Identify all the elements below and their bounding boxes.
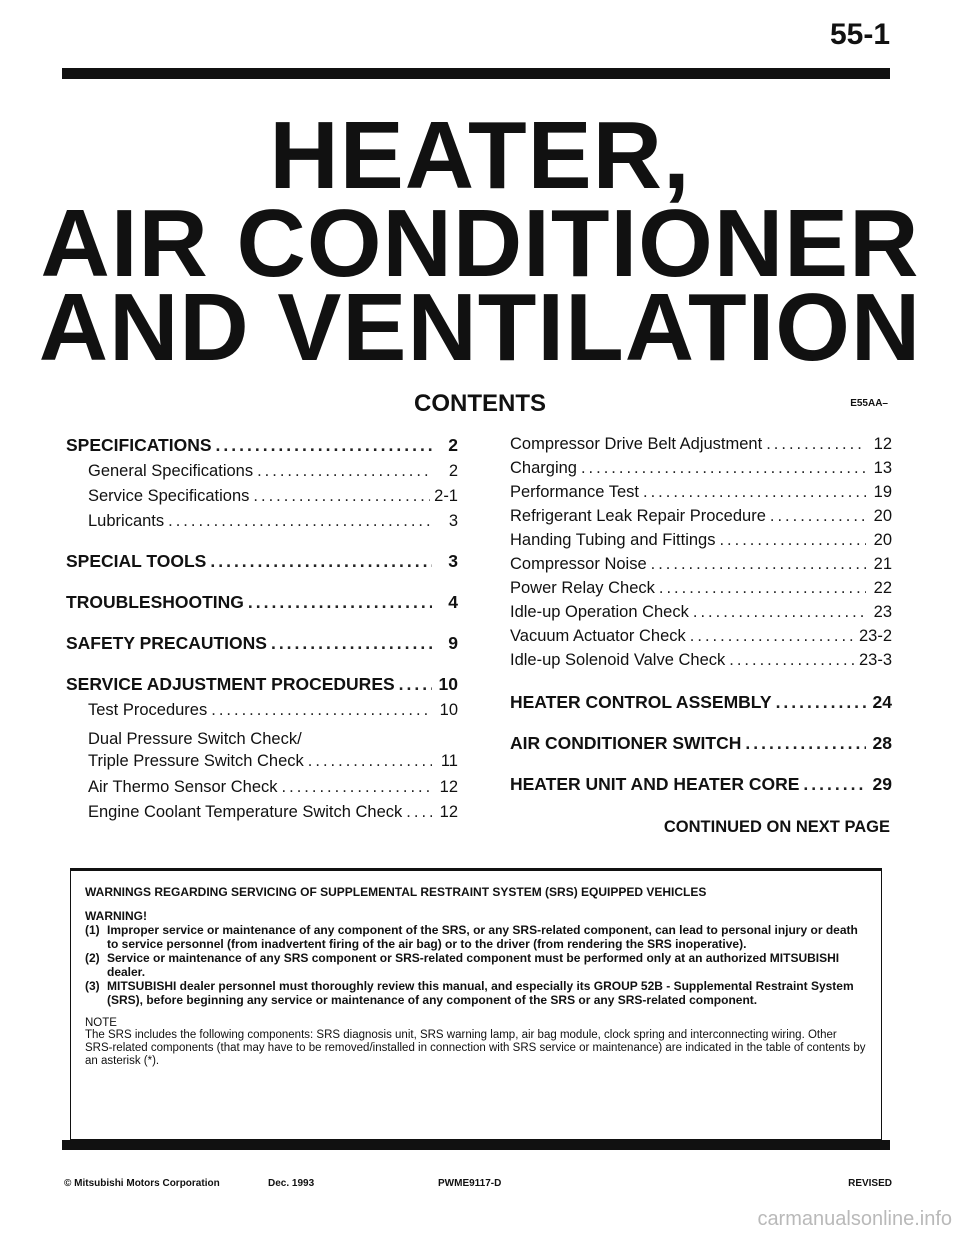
toc-label: Performance Test: [510, 483, 640, 501]
toc-service-adjustment[interactable]: [66, 674, 458, 695]
toc-page: 10: [439, 701, 458, 719]
leader-dots: [308, 750, 432, 772]
toc-label: Service Specifications: [88, 487, 250, 505]
leader-dots: [803, 774, 866, 795]
toc-page: 22: [873, 579, 892, 597]
toc-label: Idle-up Solenoid Valve Check: [510, 651, 726, 669]
contents-heading: CONTENTS: [414, 390, 546, 417]
warning-item: [85, 923, 867, 951]
toc-compressor-belt[interactable]: [510, 435, 892, 454]
leader-dots: [766, 435, 866, 454]
leader-dots: [216, 435, 432, 456]
toc-page: 4: [448, 592, 458, 612]
toc-label: Refrigerant Leak Repair Procedure: [510, 507, 766, 525]
toc-label: HEATER CONTROL ASSEMBLY: [510, 692, 772, 712]
toc-page: 29: [872, 774, 892, 794]
toc-label-line2: Triple Pressure Switch Check: [88, 752, 304, 770]
page-number: 55-1: [829, 18, 890, 51]
toc-page: 13: [873, 459, 892, 477]
toc-ac-switch[interactable]: [510, 733, 892, 754]
warning-item-number: (3): [85, 979, 100, 993]
toc-page: 23-3: [858, 651, 892, 669]
srs-warning-box: [70, 868, 882, 1140]
toc-label: General Specifications: [88, 462, 254, 480]
footer-date: Dec. 1993: [268, 1178, 315, 1189]
toc-service-specifications[interactable]: [66, 487, 458, 506]
toc-page: 3: [448, 551, 458, 571]
toc-test-procedures[interactable]: [66, 701, 458, 720]
note-text: The SRS includes the following components: SRS diagnosis unit, SRS warning lamp, air bag module, clock spring and interconnecting wiring. Other SRS-related components (that may have to be removed/installed in connection with SRS service or maintenance) are indicated in the table of contents by an asterisk (*).: [85, 1029, 866, 1067]
toc-label: SPECIFICATIONS: [66, 435, 212, 455]
leader-dots: [659, 579, 866, 598]
toc-label: Power Relay Check: [510, 579, 655, 597]
toc-left-column: [66, 435, 458, 822]
warning-heading: WARNINGS REGARDING SERVICING OF SUPPLEMENTAL RESTRAINT SYSTEM (SRS) EQUIPPED VEHICLES: [85, 885, 707, 899]
toc-label: SERVICE ADJUSTMENT PROCEDURES: [66, 674, 395, 694]
toc-page: 10: [438, 674, 458, 694]
toc-engine-coolant-switch[interactable]: [66, 803, 458, 822]
toc-page: 9: [448, 633, 458, 653]
leader-dots: [776, 692, 866, 713]
toc-label: Compressor Drive Belt Adjustment: [510, 435, 763, 453]
toc-charging[interactable]: [510, 459, 892, 478]
toc-label-line1: Dual Pressure Switch Check/: [88, 730, 302, 748]
toc-label: Engine Coolant Temperature Switch Check: [88, 803, 403, 821]
section-code: E55AA–: [850, 398, 888, 409]
toc-page: 3: [448, 512, 458, 530]
toc-label: TROUBLESHOOTING: [66, 592, 244, 612]
toc-page: 2: [448, 462, 458, 480]
toc-dual-pressure-switch[interactable]: [66, 728, 458, 772]
leader-dots: [282, 778, 432, 797]
leader-dots: [253, 487, 430, 506]
leader-dots: [248, 592, 432, 613]
warning-item-number: (1): [85, 923, 100, 937]
toc-performance-test[interactable]: [510, 483, 892, 502]
leader-dots: [729, 651, 855, 670]
toc-special-tools[interactable]: [66, 551, 458, 572]
note-label: NOTE: [85, 1017, 117, 1029]
toc-label: Compressor Noise: [510, 555, 647, 573]
toc-air-thermo-sensor[interactable]: [66, 778, 458, 797]
title-line-2: AIR CONDITIONER: [40, 190, 920, 297]
warning-label: WARNING!: [85, 909, 147, 923]
leader-dots: [406, 803, 432, 822]
leader-dots: [211, 701, 432, 720]
toc-page: 12: [439, 778, 458, 796]
toc-page: 19: [873, 483, 892, 501]
warning-item-text: MITSUBISHI dealer personnel must thoroughly review this manual, and especially its GROUP 52B - Supplemental Restraint System (SRS), before beginning any service or maintenance of any component of the SRS or any SRS-related component.: [107, 979, 854, 1007]
footer-doc-code: PWME9117-D: [438, 1178, 502, 1189]
toc-page: 20: [873, 507, 892, 525]
title-line-1: HEATER,: [269, 102, 691, 209]
warning-item: [85, 979, 867, 1007]
toc-label: Test Procedures: [88, 701, 208, 719]
toc-heater-unit-core[interactable]: [510, 774, 892, 795]
toc-troubleshooting[interactable]: [66, 592, 458, 613]
toc-vacuum-actuator[interactable]: [510, 627, 892, 646]
toc-page: 11: [440, 752, 458, 770]
footer-copyright: © Mitsubishi Motors Corporation: [64, 1178, 220, 1189]
toc-page: 20: [873, 531, 892, 549]
leader-dots: [168, 512, 432, 531]
toc-label: Air Thermo Sensor Check: [88, 778, 278, 796]
toc-tubing-fittings[interactable]: [510, 531, 892, 550]
toc-leak-repair[interactable]: [510, 507, 892, 526]
leader-dots: [271, 633, 432, 654]
toc-idle-up-operation[interactable]: [510, 603, 892, 622]
toc-label: Lubricants: [88, 512, 165, 530]
toc-page: 23: [873, 603, 892, 621]
leader-dots: [690, 627, 855, 646]
leader-dots: [770, 507, 866, 526]
toc-idle-up-solenoid[interactable]: [510, 651, 892, 670]
top-rule: [62, 68, 890, 79]
leader-dots: [693, 603, 866, 622]
toc-label: Vacuum Actuator Check: [510, 627, 686, 645]
leader-dots: [651, 555, 866, 574]
leader-dots: [643, 483, 866, 502]
leader-dots: [581, 459, 866, 478]
toc-label: Charging: [510, 459, 577, 477]
leader-dots: [210, 551, 432, 572]
watermark: carmanualsonline.info: [757, 1208, 952, 1230]
bottom-rule: [62, 1140, 890, 1150]
toc-heater-control-assembly[interactable]: [510, 692, 892, 713]
continued-note: CONTINUED ON NEXT PAGE: [663, 818, 890, 836]
toc-page: 21: [873, 555, 892, 573]
toc-lubricants[interactable]: [66, 512, 458, 531]
leader-dots: [745, 733, 866, 754]
toc-label: SAFETY PRECAUTIONS: [66, 633, 267, 653]
toc-page: 28: [872, 733, 892, 753]
toc-page: 24: [872, 692, 892, 712]
warning-item-text: Improper service or maintenance of any component of the SRS, or any SRS-related component, can lead to personal injury or death to service personnel (from inadvertent firing of the air bag) or to the driver (from rendering the SRS inoperative).: [107, 923, 858, 951]
toc-page: 12: [873, 435, 892, 453]
toc-power-relay[interactable]: [510, 579, 892, 598]
warning-item: [85, 951, 867, 979]
leader-dots: [719, 531, 866, 550]
toc-page: 2-1: [434, 487, 458, 505]
toc-right-column: [510, 435, 892, 795]
toc-page: 12: [439, 803, 458, 821]
toc-specifications[interactable]: [66, 435, 458, 456]
footer-revised: REVISED: [848, 1178, 892, 1189]
toc-label: Handing Tubing and Fittings: [510, 531, 716, 549]
toc-label: AIR CONDITIONER SWITCH: [510, 733, 742, 753]
warning-item-text: Service or maintenance of any SRS component or SRS-related component must be performed only at an authorized MITSUBISHI dealer.: [107, 951, 840, 979]
leader-dots: [257, 462, 432, 481]
toc-general-specifications[interactable]: [66, 462, 458, 481]
toc-safety-precautions[interactable]: [66, 633, 458, 654]
toc-label: Idle-up Operation Check: [510, 603, 689, 621]
leader-dots: [399, 674, 432, 695]
toc-page: 23-2: [858, 627, 892, 645]
toc-page: 2: [448, 435, 458, 455]
toc-compressor-noise[interactable]: [510, 555, 892, 574]
title-line-3: AND VENTILATION: [38, 274, 922, 381]
toc-label: HEATER UNIT AND HEATER CORE: [510, 774, 800, 794]
warning-item-number: (2): [85, 951, 100, 965]
toc-label: SPECIAL TOOLS: [66, 551, 207, 571]
